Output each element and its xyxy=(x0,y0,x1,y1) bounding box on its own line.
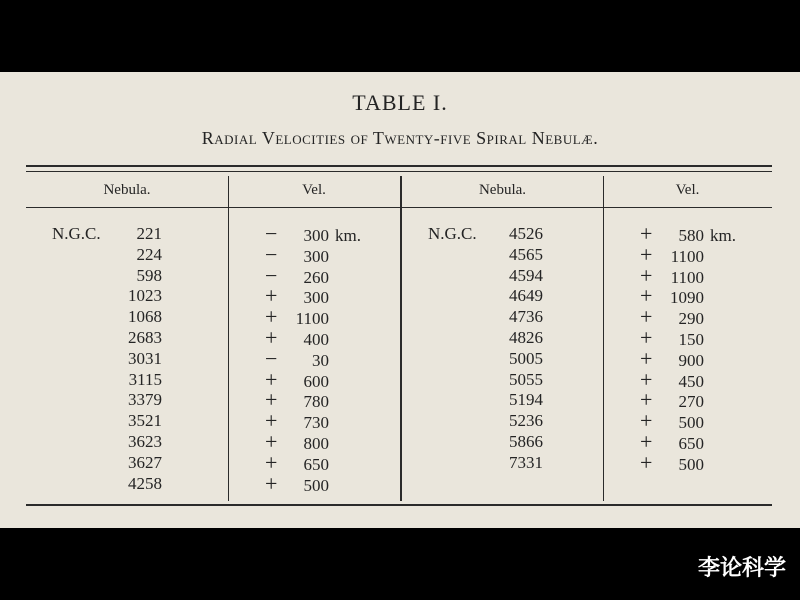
table-row xyxy=(52,411,162,432)
table-row xyxy=(52,432,162,453)
velocity-sign: + xyxy=(640,428,653,454)
table-row xyxy=(52,370,162,391)
table-row xyxy=(640,324,760,350)
ngc-number: 3115 xyxy=(128,369,162,389)
table-row xyxy=(265,241,385,267)
table-row xyxy=(428,307,543,328)
velocity-value: 150 xyxy=(678,329,704,349)
velocity-unit: km. xyxy=(335,226,361,245)
ngc-number: 4526 xyxy=(509,224,543,243)
ngc-prefix: N.G.C. xyxy=(428,224,477,243)
velocity-value: 300 xyxy=(303,246,329,266)
table-row xyxy=(428,224,543,245)
table-row xyxy=(428,370,543,391)
velocity-value: 650 xyxy=(678,433,704,453)
velocity-value: 400 xyxy=(303,329,329,349)
velocity-value: 800 xyxy=(303,433,329,453)
table-row xyxy=(428,453,543,474)
rule-bottom xyxy=(26,504,772,506)
velocity-value: 300 xyxy=(303,288,329,308)
ngc-number: 3521 xyxy=(128,411,162,431)
table-row xyxy=(265,283,385,309)
velocity-sign: + xyxy=(640,241,653,267)
table-row xyxy=(265,428,385,454)
table-row xyxy=(640,345,760,371)
velocity-value: 580 xyxy=(678,226,704,245)
table-row xyxy=(265,449,385,475)
velocity-sign: + xyxy=(265,408,278,434)
ngc-number: 3379 xyxy=(128,390,162,410)
velocity-sign: + xyxy=(265,449,278,475)
velocity-sign: + xyxy=(640,449,653,475)
ngc-number: 598 xyxy=(136,265,162,285)
header-nebula-right: Nebula. xyxy=(478,182,527,198)
velocity-unit: km. xyxy=(710,226,736,245)
left-nebula-column xyxy=(52,224,162,494)
rule-top-thick xyxy=(26,165,772,167)
table-row xyxy=(52,328,162,349)
velocity-sign: + xyxy=(640,387,653,413)
table-row xyxy=(52,266,162,287)
table-row xyxy=(52,349,162,370)
table-row xyxy=(640,387,760,413)
velocity-sign: + xyxy=(265,324,278,350)
velocity-value: 650 xyxy=(303,454,329,474)
table-row xyxy=(640,241,760,267)
ngc-number: 5866 xyxy=(509,431,543,451)
table-row xyxy=(428,328,543,349)
table-row xyxy=(52,307,162,328)
ngc-number: 4594 xyxy=(509,265,543,285)
ngc-number: 4649 xyxy=(509,286,543,306)
ngc-number: 5236 xyxy=(509,411,543,431)
table-row xyxy=(428,390,543,411)
velocity-sign: − xyxy=(265,241,278,267)
right-velocity-column xyxy=(640,221,760,475)
table-row xyxy=(52,245,162,266)
velocity-sign: + xyxy=(265,387,278,413)
right-nebula-column xyxy=(428,224,543,474)
velocity-value: 1100 xyxy=(295,309,329,329)
velocity-sign: − xyxy=(265,345,278,371)
velocity-sign: − xyxy=(265,221,278,246)
ngc-number: 221 xyxy=(136,224,162,243)
table-row xyxy=(640,366,760,392)
velocity-value: 1100 xyxy=(670,246,704,266)
velocity-value: 780 xyxy=(303,392,329,412)
ngc-number: 3623 xyxy=(128,431,162,451)
velocity-sign: + xyxy=(640,304,653,330)
document-page xyxy=(0,72,800,528)
velocity-value: 270 xyxy=(678,392,704,412)
ngc-number: 5005 xyxy=(509,348,543,368)
velocity-sign: + xyxy=(265,366,278,392)
velocity-value: 730 xyxy=(303,413,329,433)
rule-header xyxy=(26,207,772,208)
velocity-value: 450 xyxy=(678,371,704,391)
ngc-number: 3627 xyxy=(128,452,162,472)
table-row xyxy=(265,324,385,350)
table-row xyxy=(265,366,385,392)
velocity-sign: + xyxy=(640,366,653,392)
velocity-sign: − xyxy=(265,262,278,288)
velocity-value: 260 xyxy=(303,267,329,287)
left-velocity-column xyxy=(265,221,385,496)
table-row xyxy=(640,283,760,309)
velocity-sign: + xyxy=(640,262,653,288)
velocity-value: 1100 xyxy=(670,267,704,287)
velocity-value: 500 xyxy=(678,413,704,433)
ngc-number: 5194 xyxy=(509,390,543,410)
table-title: TABLE I. xyxy=(352,90,448,115)
velocity-value: 600 xyxy=(303,371,329,391)
table-row xyxy=(640,262,760,288)
table-row xyxy=(428,286,543,307)
velocity-sign: + xyxy=(265,304,278,330)
column-divider-center xyxy=(400,176,402,501)
velocity-value: 290 xyxy=(678,309,704,329)
ngc-number: 4826 xyxy=(509,327,543,347)
header-vel-left: Vel. xyxy=(302,182,326,198)
ngc-number: 1068 xyxy=(128,307,162,327)
table-row xyxy=(428,266,543,287)
table-row xyxy=(428,349,543,370)
table-row xyxy=(640,304,760,330)
velocity-sign: + xyxy=(640,408,653,434)
ngc-number: 5055 xyxy=(509,369,543,389)
ngc-number: 4736 xyxy=(509,307,543,327)
table-row xyxy=(265,345,385,371)
watermark-text: 李论科学 xyxy=(697,556,786,581)
velocity-value: 1090 xyxy=(670,288,704,308)
ngc-number: 7331 xyxy=(509,452,543,472)
table-row xyxy=(52,453,162,474)
table-row xyxy=(52,224,162,245)
rule-top-thin xyxy=(26,171,772,172)
velocity-sign: + xyxy=(265,428,278,454)
ngc-number: 1023 xyxy=(128,286,162,306)
velocity-value: 500 xyxy=(303,475,329,495)
velocity-sign: + xyxy=(640,324,653,350)
column-divider xyxy=(228,176,229,501)
table-row xyxy=(52,474,162,495)
table-row xyxy=(265,387,385,413)
table-row xyxy=(265,262,385,288)
table-row xyxy=(640,408,760,434)
velocity-value: 900 xyxy=(678,350,704,370)
ngc-number: 4258 xyxy=(128,473,162,493)
table-row xyxy=(52,286,162,307)
header-nebula-left: Nebula. xyxy=(103,182,151,198)
table-row xyxy=(640,221,760,246)
table-row xyxy=(265,304,385,330)
column-divider xyxy=(603,176,604,501)
table-row xyxy=(428,245,543,266)
table-row xyxy=(428,432,543,453)
ngc-prefix: N.G.C. xyxy=(52,224,101,243)
table-row xyxy=(265,470,385,496)
table-row xyxy=(265,221,385,246)
velocity-value: 300 xyxy=(303,226,329,245)
velocity-sign: + xyxy=(640,283,653,309)
velocity-value: 30 xyxy=(312,350,329,370)
velocity-sign: + xyxy=(640,345,653,371)
velocity-sign: + xyxy=(265,283,278,309)
header-vel-right: Vel. xyxy=(675,182,700,198)
ngc-number: 4565 xyxy=(509,244,543,264)
table-row xyxy=(640,428,760,454)
ngc-number: 224 xyxy=(136,244,162,264)
table-row xyxy=(265,408,385,434)
velocity-sign: + xyxy=(265,470,278,496)
velocity-value: 500 xyxy=(678,454,704,474)
ngc-number: 3031 xyxy=(128,348,162,368)
velocity-sign: + xyxy=(640,221,653,246)
table-row xyxy=(428,411,543,432)
table-row xyxy=(640,449,760,475)
table-row xyxy=(52,390,162,411)
table-subtitle: Radial Velocities of Twenty-five Spiral Nebulæ. xyxy=(201,128,599,148)
ngc-number: 2683 xyxy=(128,327,162,347)
